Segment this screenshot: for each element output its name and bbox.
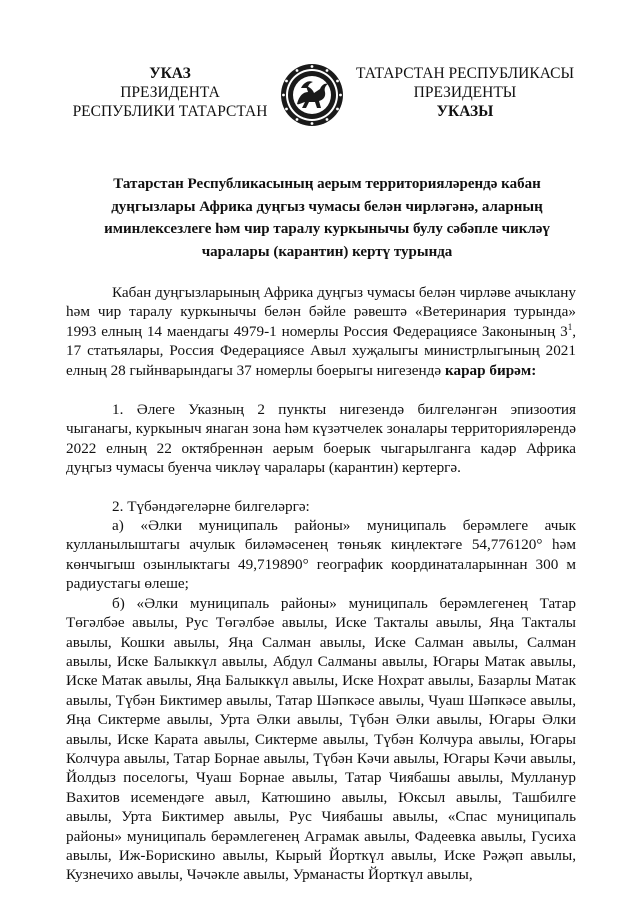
item-2b-paragraph: б) «Әлки муниципаль районы» муниципаль берәмлегенең Татар Төгәлбәе авылы, Рус Төгәлбәе авылы, Иске Такталы авылы, Яңа Такталы авылы, Кошки авылы, Яңа Салман авылы, Иске Салман авылы, Салман авылы, Иске Балыккүл авылы, Абдул Салманы авылы, Югары Матак авылы, Иске Матак авылы, Яңа Балыккүл авылы, Иске Нохрат авылы, Базарлы Матак авылы, Түбән Биктимер авылы, Татар Шәпкәсе авылы, Чуаш Шәпкәсе авылы, Яңа Сиктерме авылы, Урта Әлки авылы, Түбән Әлки авылы, Югары Әлки авылы, Иске Карата авылы, Сиктерме авылы, Түбән Колчура авылы, Югары Колчура авылы, Татар Борнае авылы, Түбән Кәчи авылы, Югары Кәчи авылы, Йолдыз поселогы, Чуаш Борнае авылы, Татар Чиябашы авылы, Мулланур Вахитов исемендәге авыл, Катюшино авылы, Юксыл авылы, Ташбилге авылы, Урта Биктимер авылы, Рус Чиябашы авылы, «Спас муниципаль районы» муниципаль берәмлегенең Аграмак авылы, Фадеевка авылы, Гусиха авылы, Иж-Борискино авылы, Кырый Йорткүл авылы, Иске Рәҗәп авылы, Кузнечихо авылы, Чәчәкле авылы, Урманасты Йорткүл авылы, bbox=[66, 594, 576, 884]
item-2a-paragraph: а) «Әлки муниципаль районы» муниципаль берәмлеге ачык кулланылыштагы ачулык биләмәсенең төньяк киңлектәге 54,776120° һәм көнчыгыш озынлыктагы 49,719890° географик координаталарыннан 300 м радиустагы өлеше; bbox=[66, 517, 576, 593]
preamble-superscript: 1 bbox=[567, 321, 573, 332]
title-line1: Татарстан Республикасының аерым территорияләрендә кабан bbox=[113, 176, 541, 192]
title-line2: дуңгызлары Африка дуңгыз чумасы белән чирләгәнә, аларның bbox=[111, 198, 543, 215]
header-right-tatar bbox=[350, 64, 580, 121]
header-right-line1: ТАТАРСТАН РЕСПУБЛИКАСЫ bbox=[356, 65, 574, 82]
document-header bbox=[0, 62, 640, 132]
header-right-line3: УКАЗЫ bbox=[436, 103, 494, 120]
decree-body bbox=[66, 283, 576, 885]
header-left-line2: ПРЕЗИДЕНТА bbox=[120, 84, 220, 101]
preamble-text-a: Кабан дуңгызларының Африка дуңгыз чумасы белән чирләве ачыклану һәм чир таралу куркынычы белән бәйле рәвештә «Ветеринария турында» 1993 елның 14 маендагы 4979-1 номерлы Россия Федерациясе Законының 3 bbox=[66, 284, 576, 340]
header-left-russian bbox=[60, 64, 280, 121]
item-2-heading: 2. Түбәндәгеләрне билгеләргә: bbox=[112, 497, 310, 515]
header-right-line2: ПРЕЗИДЕНТЫ bbox=[413, 84, 517, 101]
decree-title bbox=[92, 173, 562, 263]
preamble-resolution: карар бирәм: bbox=[444, 361, 537, 379]
preamble-paragraph bbox=[66, 283, 576, 380]
title-line3: иминлексезлеге һәм чир таралу куркынычы булу сәбәпле чикләү bbox=[104, 221, 550, 237]
title-line4: чаралары (карантин) кертү турында bbox=[201, 243, 453, 260]
header-left-line1: УКАЗ bbox=[149, 65, 191, 82]
preamble-text-b: , 17 статьялары, Россия Федерациясе Авыл хуҗалыгы министрлыгының 2021 елның 28 гыйнварындагы 37 номерлы боерыгы нигезендә bbox=[66, 322, 576, 379]
tatarstan-coat-of-arms-icon bbox=[279, 62, 345, 128]
item-1-paragraph: 1. Әлеге Указның 2 пункты нигезендә билгеләнгән эпизоотия чыганагы, куркыныч янаган зона һәм күзәтчелек зоналары территорияләрендә 2022 елның 22 октябреннән аерым боерык чыгарылганга кадәр Африка дуңгыз чумасы буенча чикләү чаралары (карантин) кертергә. bbox=[66, 401, 576, 477]
header-left-line3: РЕСПУБЛИКИ ТАТАРСТАН bbox=[72, 103, 268, 120]
